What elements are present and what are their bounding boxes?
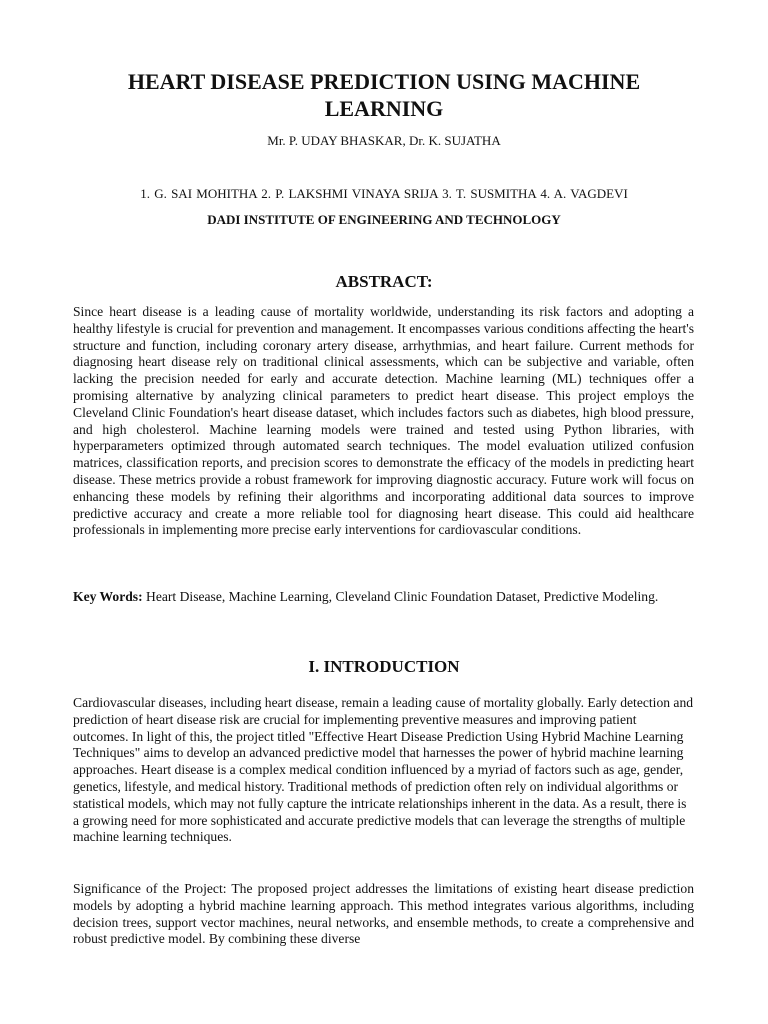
keywords — [73, 589, 694, 606]
institute-name: DADI INSTITUTE OF ENGINEERING AND TECHNOLOGY — [207, 212, 561, 227]
introduction-heading: I. INTRODUCTION — [308, 657, 460, 676]
paper-title: HEART DISEASE PREDICTION USING MACHINE LEARNING — [127, 69, 641, 121]
abstract-body: Since heart disease is a leading cause of mortality worldwide, understanding its risk factors and adopting a healthy lifestyle is crucial for prevention and management. It encompasses various conditions affecting the heart's structure and function, including coronary artery disease, arrhythmias, and heart failure. Current methods for diagnosing heart disease rely on traditional clinical assessments, which can be subjective and variable, often lacking the precision needed for early and accurate detection. Machine learning (ML) techniques offer a promising alternative by analyzing clinical parameters to predict heart disease. This project employs the Cleveland Clinic Foundation's heart disease dataset, which includes factors such as diabetes, high blood pressure, and high cholesterol. Machine learning models were trained and tested using Python libraries, with hyperparameters optimized through automated search techniques. The model evaluation utilized confusion matrices, classification reports, and precision scores to demonstrate the efficacy of the models in predicting heart disease. These metrics provide a robust framework for improving diagnostic accuracy. Future work will focus on enhancing these models by refining their algorithms and incorporating additional data sources to improve predictive accuracy and create a more reliable tool for diagnosing heart disease. This could aid healthcare professionals in implementing more precise early interventions for cardiovascular conditions. — [73, 304, 694, 538]
introduction-paragraph-1: Cardiovascular diseases, including heart disease, remain a leading cause of mortality globally. Early detection and prediction of heart disease risk are crucial for implementing preventive measures and improving patient outcomes. In light of this, the project titled "Effective Heart Disease Prediction Using Hybrid Machine Learning Techniques" aims to develop an advanced predictive model that harnesses the power of hybrid machine learning approaches. Heart disease is a complex medical condition influenced by a myriad of factors such as age, gender, genetics, lifestyle, and medical history. Traditional methods of prediction often rely on individual algorithms or statistical models, which may not fully capture the intricate relationships inherent in the data. As a result, there is a growing need for more sophisticated and accurate predictive models that can leverage the strengths of multiple machine learning techniques. — [73, 695, 694, 845]
introduction-paragraph-2: Significance of the Project: The proposed project addresses the limitations of existing heart disease prediction models by adopting a hybrid machine learning approach. This method integrates various algorithms, including decision trees, support vector machines, neural networks, and ensemble methods, to create a comprehensive and robust predictive model. By combining these diverse — [73, 881, 694, 947]
abstract-heading: ABSTRACT: — [335, 272, 433, 291]
student-authors: 1. G. SAI MOHITHA 2. P. LAKSHMI VINAYA SRIJA 3. T. SUSMITHA 4. A. VAGDEVI — [140, 186, 628, 201]
keywords-label: Key Words: — [73, 589, 143, 604]
faculty-authors: Mr. P. UDAY BHASKAR, Dr. K. SUJATHA — [267, 133, 501, 148]
keywords-text: Heart Disease, Machine Learning, Cleveland Clinic Foundation Dataset, Predictive Modeling. — [142, 589, 659, 604]
